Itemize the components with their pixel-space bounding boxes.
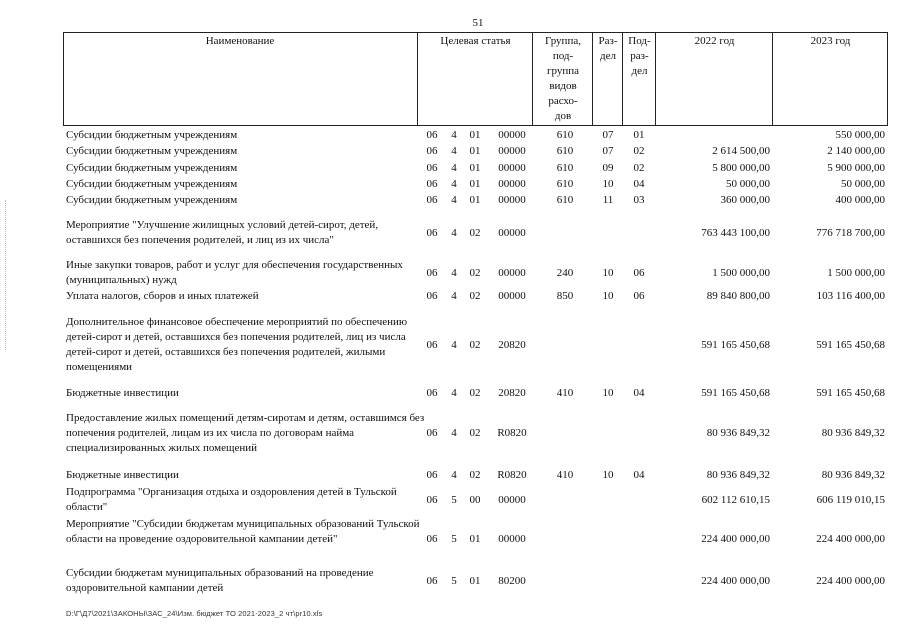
row-name: Субсидии бюджетным учреждениям <box>66 178 238 190</box>
expense-group-value: 410 <box>556 469 574 481</box>
target-code-event: 02 <box>469 469 481 481</box>
header-year-2023: 2023 год <box>810 35 851 47</box>
target-code-direction: 00000 <box>498 194 526 206</box>
target-code-direction: 80200 <box>498 575 526 587</box>
row-name: Мероприятие "Субсидии бюджетам муниципальных образований Тульской области на проведение оздоровительной кампании детей" <box>66 518 420 545</box>
target-code-event: 01 <box>469 178 481 190</box>
target-code-subprogram: 4 <box>451 427 457 439</box>
target-code-direction: 00000 <box>498 129 526 141</box>
target-code-event: 02 <box>469 290 481 302</box>
target-code-subprogram: 4 <box>451 194 457 206</box>
target-code-program: 06 <box>426 162 438 174</box>
target-code-event: 01 <box>469 575 481 587</box>
row-name: Предоставление жилых помещений детям-сиротам и детям, оставшимся без попечения родителей, лицам из их числа по договорам найма специализированных жилых помещений <box>66 412 425 454</box>
header-section: Раз- дел <box>598 35 618 62</box>
target-code-event: 01 <box>469 145 481 157</box>
row-name: Субсидии бюджетным учреждениям <box>66 145 238 157</box>
target-code-subprogram: 4 <box>451 290 457 302</box>
target-code-program: 06 <box>426 575 438 587</box>
expense-group-value: 240 <box>556 267 574 279</box>
target-code-program: 06 <box>426 194 438 206</box>
row-name: Уплата налогов, сборов и иных платежей <box>66 290 259 302</box>
target-code-direction: R0820 <box>497 469 527 481</box>
amount-2023: 50 000,00 <box>841 178 885 190</box>
amount-2023: 80 936 849,32 <box>821 469 885 481</box>
row-name: Мероприятие "Улучшение жилищных условий детей-сирот, детей, оставшихся без попечения родителей, и лиц из их числа" <box>66 219 379 246</box>
target-code-event: 00 <box>469 494 481 506</box>
amount-2022: 602 112 610,15 <box>701 494 770 506</box>
target-code-event: 02 <box>469 227 481 239</box>
header-year-2022: 2022 год <box>694 35 735 47</box>
target-code-event: 02 <box>469 267 481 279</box>
expense-group-value: 850 <box>556 290 574 302</box>
target-code-direction: 00000 <box>498 178 526 190</box>
section-value: 10 <box>602 267 614 279</box>
amount-2022: 591 165 450,68 <box>701 387 770 399</box>
target-code-program: 06 <box>426 145 438 157</box>
subsection-value: 01 <box>633 129 645 141</box>
target-code-event: 01 <box>469 162 481 174</box>
section-value: 07 <box>602 129 614 141</box>
target-code-event: 02 <box>469 339 481 351</box>
file-path-footer: D:\Г\Д7\2021\ЗАКОНЫ\ЗАС_24\Изм. бюджет ТО 2021-2023_2 чт\pr10.xls <box>66 609 323 618</box>
amount-2022: 80 936 849,32 <box>706 427 770 439</box>
target-code-subprogram: 4 <box>451 129 457 141</box>
amount-2022: 763 443 100,00 <box>701 227 770 239</box>
amount-2023: 400 000,00 <box>835 194 885 206</box>
target-code-program: 06 <box>426 469 438 481</box>
header-name: Наименование <box>205 35 275 47</box>
margin-mark <box>5 200 8 350</box>
target-code-subprogram: 5 <box>451 575 457 587</box>
target-code-program: 06 <box>426 427 438 439</box>
amount-2023: 80 936 849,32 <box>821 427 885 439</box>
target-code-program: 06 <box>426 533 438 545</box>
target-code-subprogram: 5 <box>451 494 457 506</box>
amount-2023: 591 165 450,68 <box>816 387 885 399</box>
target-code-program: 06 <box>426 290 438 302</box>
header-expense-group: Группа, под- группа видов расхо- дов <box>545 35 581 122</box>
row-name: Субсидии бюджетным учреждениям <box>66 162 238 174</box>
amount-2022: 360 000,00 <box>720 194 770 206</box>
target-code-event: 01 <box>469 129 481 141</box>
target-code-direction: 20820 <box>498 387 526 399</box>
target-code-event: 02 <box>469 387 481 399</box>
row-name: Дополнительное финансовое обеспечение мероприятий по обеспечению детей-сирот и детей, оставшихся без попечения родителей, лиц из числа детей-сирот и детей, оставшихся без попечения родителей, жилыми помещениями <box>66 316 408 373</box>
row-name: Подпрограмма "Организация отдыха и оздоровления детей в Тульской области" <box>66 486 397 513</box>
amount-2022: 1 500 000,00 <box>712 267 770 279</box>
amount-2023: 103 116 400,00 <box>816 290 885 302</box>
target-code-subprogram: 4 <box>451 227 457 239</box>
expense-group-value: 610 <box>556 129 574 141</box>
expense-group-value: 610 <box>556 178 574 190</box>
section-value: 10 <box>602 178 614 190</box>
section-value: 11 <box>602 194 614 206</box>
target-code-direction: 00000 <box>498 267 526 279</box>
target-code-program: 06 <box>426 129 438 141</box>
section-value: 10 <box>602 469 614 481</box>
row-name: Бюджетные инвестиции <box>66 469 179 481</box>
target-code-event: 02 <box>469 427 481 439</box>
row-name: Иные закупки товаров, работ и услуг для обеспечения государственных (муниципальных) нужд <box>66 259 403 286</box>
amount-2023: 224 400 000,00 <box>816 533 885 545</box>
subsection-value: 04 <box>633 469 645 481</box>
target-code-direction: 00000 <box>498 227 526 239</box>
subsection-value: 04 <box>633 387 645 399</box>
subsection-value: 02 <box>633 162 645 174</box>
page-number: 51 <box>472 17 484 29</box>
target-code-subprogram: 4 <box>451 162 457 174</box>
target-code-direction: 00000 <box>498 494 526 506</box>
target-code-program: 06 <box>426 387 438 399</box>
amount-2023: 606 119 010,15 <box>816 494 885 506</box>
amount-2022: 224 400 000,00 <box>701 575 770 587</box>
row-name: Субсидии бюджетным учреждениям <box>66 129 238 141</box>
section-value: 09 <box>602 162 614 174</box>
subsection-value: 03 <box>633 194 645 206</box>
subsection-value: 06 <box>633 290 645 302</box>
expense-group-value: 410 <box>556 387 574 399</box>
amount-2022: 2 614 500,00 <box>712 145 770 157</box>
target-code-direction: 00000 <box>498 162 526 174</box>
row-name: Субсидии бюджетам муниципальных образований на проведение оздоровительной кампании детей <box>66 567 374 594</box>
target-code-subprogram: 5 <box>451 533 457 545</box>
target-code-event: 01 <box>469 194 481 206</box>
amount-2022: 224 400 000,00 <box>701 533 770 545</box>
subsection-value: 02 <box>633 145 645 157</box>
target-code-direction: 00000 <box>498 290 526 302</box>
target-code-subprogram: 4 <box>451 145 457 157</box>
subsection-value: 04 <box>633 178 645 190</box>
target-code-direction: 20820 <box>498 339 526 351</box>
amount-2023: 591 165 450,68 <box>816 339 885 351</box>
subsection-value: 06 <box>633 267 645 279</box>
target-code-direction: R0820 <box>497 427 527 439</box>
target-code-subprogram: 4 <box>451 469 457 481</box>
amount-2023: 1 500 000,00 <box>827 267 885 279</box>
header-target-article: Целевая статья <box>440 35 511 47</box>
amount-2022: 89 840 800,00 <box>706 290 770 302</box>
section-value: 10 <box>602 290 614 302</box>
amount-2023: 550 000,00 <box>835 129 885 141</box>
amount-2023: 5 900 000,00 <box>827 162 885 174</box>
target-code-subprogram: 4 <box>451 178 457 190</box>
amount-2023: 776 718 700,00 <box>816 227 885 239</box>
target-code-program: 06 <box>426 494 438 506</box>
target-code-program: 06 <box>426 227 438 239</box>
target-code-subprogram: 4 <box>451 267 457 279</box>
amount-2022: 591 165 450,68 <box>701 339 770 351</box>
section-value: 10 <box>602 387 614 399</box>
amount-2022: 50 000,00 <box>726 178 770 190</box>
target-code-program: 06 <box>426 178 438 190</box>
amount-2022: 5 800 000,00 <box>712 162 770 174</box>
amount-2023: 2 140 000,00 <box>827 145 885 157</box>
row-name: Субсидии бюджетным учреждениям <box>66 194 238 206</box>
header-subsection: Под- раз- дел <box>628 35 651 77</box>
target-code-program: 06 <box>426 339 438 351</box>
target-code-event: 01 <box>469 533 481 545</box>
target-code-direction: 00000 <box>498 533 526 545</box>
row-name: Бюджетные инвестиции <box>66 387 179 399</box>
target-code-program: 06 <box>426 267 438 279</box>
section-value: 07 <box>602 145 614 157</box>
expense-group-value: 610 <box>556 194 574 206</box>
amount-2022: 80 936 849,32 <box>706 469 770 481</box>
target-code-direction: 00000 <box>498 145 526 157</box>
amount-2023: 224 400 000,00 <box>816 575 885 587</box>
target-code-subprogram: 4 <box>451 387 457 399</box>
target-code-subprogram: 4 <box>451 339 457 351</box>
expense-group-value: 610 <box>556 145 574 157</box>
expense-group-value: 610 <box>556 162 574 174</box>
